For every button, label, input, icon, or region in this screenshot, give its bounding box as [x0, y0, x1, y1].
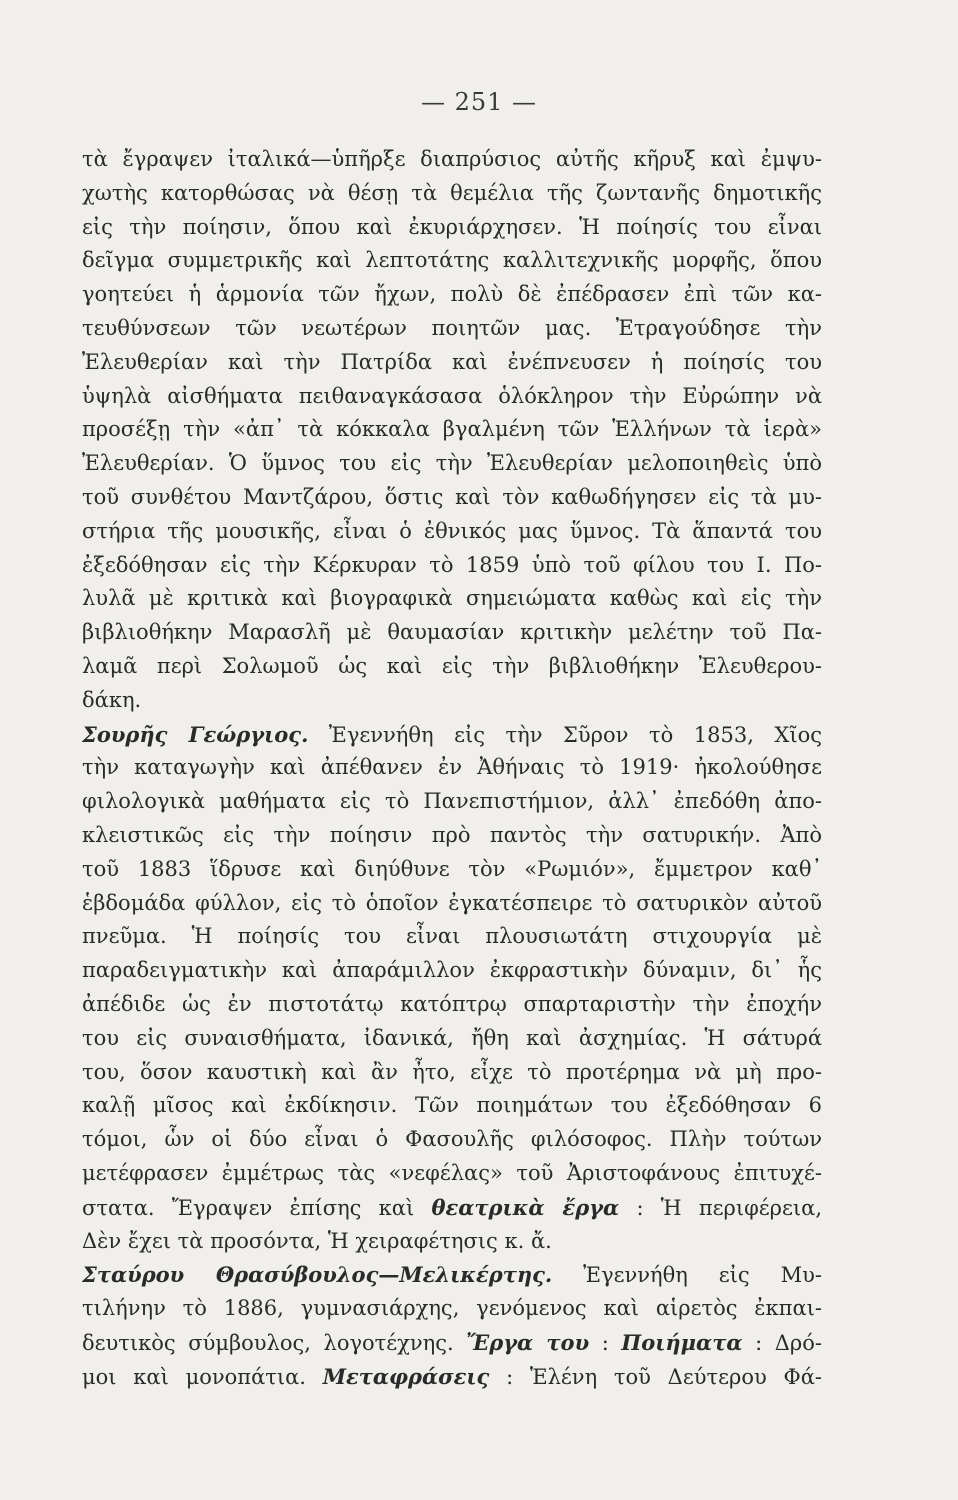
text-line: [82, 650, 822, 684]
text-run: χωτὴς κατορθώσας νὰ θέσῃ τὰ θεμέλια τῆς ζωντανῆς δημοτικῆς: [82, 180, 822, 205]
text-line: [82, 920, 822, 954]
text-line: [82, 413, 822, 447]
text-line: [82, 785, 822, 819]
text-line: [82, 751, 822, 785]
page-number: — 251 —: [420, 88, 538, 116]
text-run: Ἐγεννήθη εἰς Μυ-: [552, 1263, 822, 1288]
text-line: [82, 954, 822, 988]
text-run: ἐξεδόθησαν εἰς τὴν Κέρκυραν τὸ 1859 ὑπὸ τοῦ φίλου του Ι. Πο-: [82, 552, 822, 577]
text-line: [82, 177, 822, 211]
text-run: δεῖγμα συμμετρικῆς καὶ λεπτοτάτης καλλιτεχνικῆς μορφῆς, ὅπου: [82, 248, 822, 273]
text-line: [82, 853, 822, 887]
text-run: δάκη.: [82, 687, 142, 712]
text-run: : Ἑλένη τοῦ Δεύτερου Φά-: [489, 1364, 822, 1389]
text-line: [82, 1056, 822, 1090]
text-run: δευτικὸς σύμβουλος, λογοτέχνης.: [82, 1330, 467, 1355]
text-line: [82, 515, 822, 549]
emphasis: Ἔργα του: [466, 1329, 590, 1355]
text-line: [82, 1089, 822, 1123]
text-run: ἑβδομάδα φύλλον, εἰς τὸ ὁποῖον ἐγκατέσπειρε τὸ σατυρικὸν αὐτοῦ: [82, 890, 822, 915]
text-line: [82, 1022, 822, 1056]
text-run: στατα. Ἔγραψεν ἐπίσης καὶ: [82, 1195, 432, 1220]
text-run: ὑψηλὰ αἰσθήματα πειθαναγκάσασα ὁλόκληρον τὴν Εὐρώπην νὰ: [82, 383, 822, 408]
text-run: καλῇ μῖσος καὶ ἐκδίκησιν. Τῶν ποιημάτων του ἐξεδόθησαν 6: [82, 1093, 822, 1118]
text-run: Ἐλευθερίαν. Ὁ ὕμνος του εἰς τὴν Ἐλευθερίαν μελοποιηθεὶς ὑπὸ: [82, 451, 822, 476]
text-run: παραδειγματικὴν καὶ ἀπαράμιλλον ἐκφραστικὴν δύναμιν, δι᾿ ἧς: [82, 958, 822, 983]
text-line: [82, 278, 822, 312]
text-run: τὰ ἔγραψεν ἰταλικά—ὑπῆρξε διαπρύσιος αὐτῆς κῆρυξ καὶ ἐμψυ-: [82, 147, 822, 171]
text-run: φιλολογικὰ μαθήματα εἰς τὸ Πανεπιστήμιον, ἀλλ᾿ ἐπεδόθη ἀπο-: [82, 789, 822, 814]
text-run: του, ὅσον καυστικὴ καὶ ἂν ἦτο, εἶχε τὸ προτέρημα νὰ μὴ προ-: [82, 1059, 822, 1084]
text-run: Ἐλευθερίαν καὶ τὴν Πατρίδα καὶ ἐνέπνευσεν ἡ ποίησίς του: [82, 349, 822, 374]
text-line: [82, 1191, 822, 1225]
text-run: τοῦ 1883 ἵδρυσε καὶ διηύθυνε τὸν «Ρωμιόν», ἔμμετρον καθ᾿: [82, 856, 822, 881]
text-line: [82, 582, 822, 616]
text-run: τόμοι, ὧν οἱ δύο εἶναι ὁ Φασουλῆς φιλόσοφος. Πλὴν τούτων: [82, 1127, 822, 1152]
text-run: Δὲν ἔχει τὰ προσόντα, Ἡ χειραφέτησις κ. ἄ.: [82, 1228, 552, 1253]
text-run: Ἐγεννήθη εἰς τὴν Σῦρον τὸ 1853, Χῖος: [308, 722, 822, 747]
emphasis: Ποιήματα: [621, 1329, 743, 1355]
text-line: [82, 819, 822, 853]
text-run: λαμᾶ περὶ Σολωμοῦ ὡς καὶ εἰς τὴν βιβλιοθήκην Ἐλευθερου-: [82, 653, 822, 678]
text-line: [82, 1292, 822, 1326]
text-line: [82, 211, 822, 245]
text-run: πνεῦμα. Ἡ ποίησίς του εἶναι πλουσιωτάτη στιχουργία μὲ: [82, 924, 822, 949]
text-run: στήρια τῆς μουσικῆς, εἶναι ὁ ἐθνικός μας ὕμνος. Τὰ ἅπαντά του: [82, 518, 822, 543]
text-run: κλειστικῶς εἰς τὴν ποίησιν πρὸ παντὸς τὴν σατυρικήν. Ἀπὸ: [82, 822, 822, 847]
text-run: : Δρό-: [742, 1330, 822, 1355]
text-line: [82, 616, 822, 650]
emphasis: Μεταφράσεις: [322, 1363, 490, 1389]
text-run: τὴν καταγωγὴν καὶ ἀπέθανεν ἐν Ἀθήναις τὸ 1919· ἠκολούθησε: [82, 755, 822, 780]
entry-heading: Σταύρου Θρασύβουλος—Μελικέρτης.: [82, 1262, 553, 1288]
text-run: τευθύνσεων τῶν νεωτέρων ποιητῶν μας. Ἐτραγούδησε τὴν: [82, 315, 822, 340]
text-run: :: [589, 1330, 622, 1355]
text-line: [82, 1225, 822, 1259]
text-line: [82, 1123, 822, 1157]
text-line: [82, 481, 822, 515]
text-run: τιλήνην τὸ 1886, γυμνασιάρχης, γενόμενος καὶ αἱρετὸς ἐκπαι-: [82, 1296, 822, 1321]
text-run: προσέξῃ τὴν «ἀπ᾿ τὰ κόκκαλα βγαλμένη τῶν Ἑλλήνων τὰ ἱερὰ»: [82, 417, 822, 442]
text-line: [82, 380, 822, 414]
text-line: [82, 1360, 822, 1394]
body-text: [82, 143, 822, 1393]
text-line: [82, 1326, 822, 1360]
text-line: [82, 1157, 822, 1191]
text-run: μοι καὶ μονοπάτια.: [82, 1364, 323, 1389]
emphasis: θεατρικὰ ἔργα: [431, 1194, 620, 1220]
text-line: [82, 346, 822, 380]
text-run: εἰς τὴν ποίησιν, ὅπου καὶ ἐκυριάρχησεν. Ἡ ποίησίς του εἶναι: [82, 214, 822, 239]
text-run: μετέφρασεν ἐμμέτρως τὰς «νεφέλας» τοῦ Ἀριστοφάνους ἐπιτυχέ-: [82, 1160, 822, 1185]
text-line: [82, 718, 822, 752]
text-line: [82, 312, 822, 346]
text-line: [82, 684, 822, 718]
text-run: λυλᾶ μὲ κριτικὰ καὶ βιογραφικὰ σημειώματα καθὼς καὶ εἰς τὴν: [82, 586, 822, 611]
text-line: [82, 447, 822, 481]
text-run: γοητεύει ἡ ἁρμονία τῶν ἤχων, πολὺ δὲ ἐπέδρασεν ἐπὶ τῶν κα-: [82, 282, 822, 307]
text-line: [82, 887, 822, 921]
text-line: [82, 988, 822, 1022]
text-line: [82, 549, 822, 583]
text-run: βιβλιοθήκην Μαρασλῆ μὲ θαυμασίαν κριτικὴν μελέτην τοῦ Πα-: [82, 620, 822, 645]
text-run: ἀπέδιδε ὡς ἐν πιστοτάτῳ κατόπτρῳ σπαρταριστὴν τὴν ἐποχήν: [82, 991, 822, 1016]
text-line: [82, 143, 822, 177]
text-line: [82, 244, 822, 278]
text-run: τοῦ συνθέτου Μαντζάρου, ὅστις καὶ τὸν καθωδήγησεν εἰς τὰ μυ-: [82, 484, 822, 509]
text-run: του εἰς συναισθήματα, ἰδανικά, ἤθη καὶ ἀσχημίας. Ἡ σάτυρά: [82, 1025, 822, 1050]
text-line: [82, 1258, 822, 1292]
entry-heading: Σουρῆς Γεώργιος.: [82, 721, 309, 747]
text-run: : Ἡ περιφέρεια,: [619, 1195, 822, 1220]
